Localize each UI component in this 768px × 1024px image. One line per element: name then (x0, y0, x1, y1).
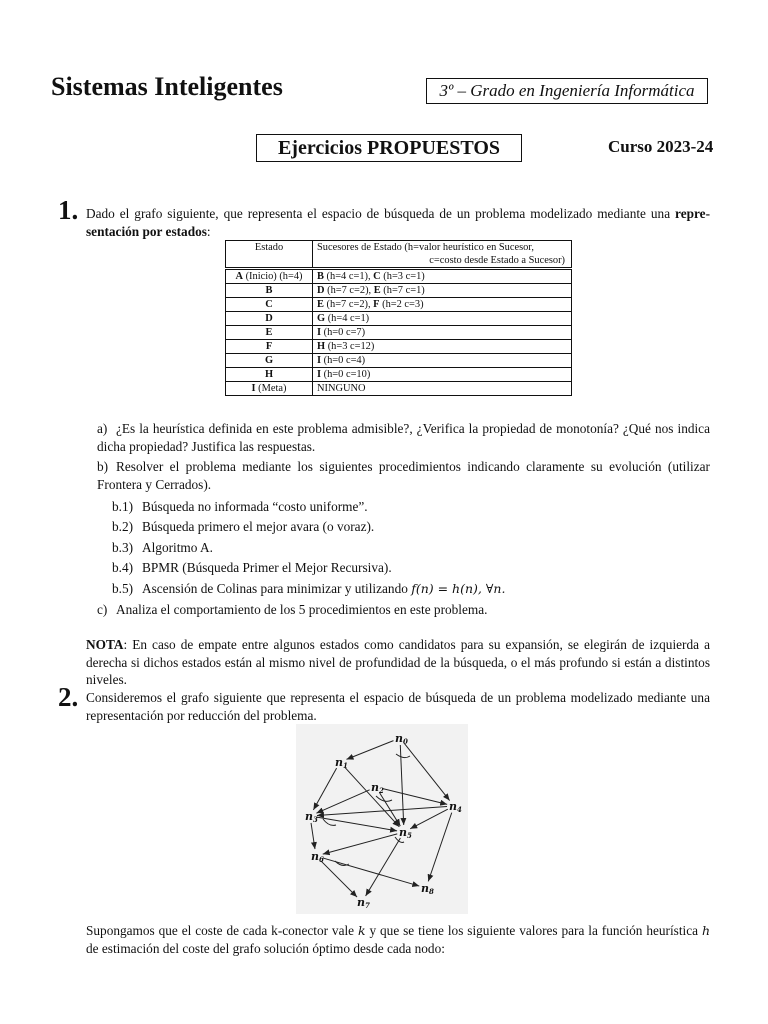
state-cell (226, 298, 313, 312)
states-table (225, 240, 572, 396)
table-row (226, 368, 572, 382)
q2-outro-k: k (357, 923, 366, 938)
successors-header-line2: c=costo desde Estado a Sucesor) (429, 255, 565, 266)
node-label: n (449, 800, 457, 813)
successor-state: I (317, 369, 322, 380)
q1-item-b-text: Resolver el problema mediante los siguientes procedimientos indicando claramente su evolución (utilizar Frontera y Cerrados). (97, 459, 710, 492)
q1-b3-label: b.3) (112, 540, 134, 555)
node-label: n (305, 810, 313, 823)
successor-detail: (h=0 c=7) (321, 327, 366, 338)
q1-b5-formula: f(n) = h(n), ∀n. (411, 581, 506, 596)
q1-b4-label: b.4) (112, 560, 134, 575)
successors-cell (313, 354, 572, 368)
q1-intro-text: Dado el grafo siguiente, que representa el espacio de búsqueda de un problema modelizado mediante una (86, 206, 676, 221)
q1-item-a (97, 420, 710, 456)
question-2-outro (86, 922, 710, 957)
state-name: A (235, 271, 243, 282)
successor-detail: (h=7 c=1) (380, 285, 425, 296)
q1-b4-text: BPMR (Búsqueda Primer el Mejor Recursiva). (142, 560, 392, 575)
state-cell (226, 312, 313, 326)
node-subscript: 8 (429, 887, 434, 896)
q1-b3-text: Algoritmo A. (142, 540, 213, 555)
successor-state: E (373, 285, 381, 296)
successors-cell (313, 269, 572, 284)
successor-detail: (h=0 c=4) (321, 355, 366, 366)
node-subscript: 7 (365, 901, 370, 910)
q1-b2 (112, 518, 374, 536)
state-name: I (251, 383, 256, 394)
q1-b1 (112, 498, 368, 516)
q1-intro-bold: repre-sentación por estados (86, 206, 710, 239)
successors-cell (313, 298, 572, 312)
q1-b2-text: Búsqueda primero el mejor avara (o voraz). (142, 519, 375, 534)
successor-detail: (h=4 c=1), (323, 271, 374, 282)
state-column-header: Estado (226, 241, 313, 269)
state-name: G (264, 355, 274, 366)
node-label: n (395, 732, 403, 745)
node-label: n (399, 826, 407, 839)
successor-detail: NINGUNO (317, 383, 366, 394)
state-cell (226, 269, 313, 284)
successor-detail: (h=3 c=1) (380, 271, 425, 282)
successors-cell (313, 284, 572, 298)
successors-cell (313, 368, 572, 382)
successor-detail: (h=4 c=1) (325, 313, 370, 324)
table-row (226, 298, 572, 312)
successor-state: C (373, 271, 381, 282)
q1-item-a-text: ¿Es la heurística definida en este problema admisible?, ¿Verifica la propiedad de monotonía? ¿Qué nos indica dicha propiedad? Justifica las respuestas. (97, 421, 710, 454)
state-name: H (264, 369, 274, 380)
q1-item-c-label: c) (97, 602, 108, 617)
state-name: D (265, 313, 273, 324)
q1-b5-text: Ascensión de Colinas para minimizar y utilizando (142, 581, 412, 596)
node-label: n (335, 756, 343, 769)
table-header-row (226, 241, 572, 269)
successor-detail: (h=0 c=10) (321, 369, 371, 380)
state-cell (226, 340, 313, 354)
state-cell (226, 354, 313, 368)
states-table-body (226, 269, 572, 396)
question-1-intro (86, 205, 710, 240)
q1-note (86, 636, 710, 689)
table-row (226, 382, 572, 396)
successor-state: D (317, 285, 325, 296)
node-label: n (421, 882, 429, 895)
table-row (226, 312, 572, 326)
q1-b5 (112, 580, 505, 598)
state-name: B (265, 285, 273, 296)
successor-detail: (h=7 c=2), (324, 285, 374, 296)
q1-note-text: : En caso de empate entre algunos estados como candidatos para su expansión, se elegirán de izquierda a derecha si dichos estados están al mismo nivel de profundidad de la búsqueda, o el más profundo si están a distintos niveles. (86, 637, 710, 687)
state-cell (226, 368, 313, 382)
node-subscript: 4 (457, 805, 462, 814)
state-cell (226, 284, 313, 298)
state-name: F (265, 341, 273, 352)
state-cell (226, 382, 313, 396)
q1-b1-text: Búsqueda no informada “costo uniforme”. (142, 499, 368, 514)
node-subscript: 6 (319, 855, 324, 864)
successor-state: F (373, 299, 380, 310)
node-subscript: 2 (379, 786, 384, 795)
state-note: (Inicio) (h=4) (242, 271, 303, 282)
q1-item-b-label: b) (97, 459, 109, 474)
table-row (226, 326, 572, 340)
successors-cell (313, 382, 572, 396)
q1-b3 (112, 539, 213, 557)
node-label: n (311, 850, 319, 863)
exercises-title: Ejercicios PROPUESTOS (256, 134, 522, 162)
successors-column-header (313, 241, 572, 269)
successors-cell (313, 312, 572, 326)
node-subscript: 5 (407, 831, 412, 840)
q1-b1-label: b.1) (112, 499, 134, 514)
q1-item-b (97, 458, 710, 494)
successor-state: H (317, 341, 326, 352)
successor-detail: (h=3 c=12) (325, 341, 375, 352)
q1-b4 (112, 559, 392, 577)
and-or-graph (296, 724, 468, 914)
degree-box: 3º – Grado en Ingeniería Informática (426, 78, 708, 104)
q1-note-label: NOTA (86, 637, 124, 652)
state-cell (226, 326, 313, 340)
q1-item-a-label: a) (97, 421, 108, 436)
question-2-number: 2. (58, 682, 79, 712)
successor-state: I (317, 327, 322, 338)
successor-state: E (317, 299, 324, 310)
state-note: (Meta) (255, 383, 287, 394)
q2-outro-h: h (701, 923, 710, 938)
question-2-intro: Consideremos el grafo siguiente que representa el espacio de búsqueda de un problema modelizado mediante una representación por reducción del problema. (86, 690, 710, 723)
successor-detail: (h=7 c=2), (323, 299, 374, 310)
q2-outro-2: y que se tiene los siguiente valores para la función heurística (365, 923, 702, 938)
course-title: Sistemas Inteligentes (51, 72, 283, 101)
table-row (226, 340, 572, 354)
q1-item-c (97, 601, 710, 619)
q2-outro-1: Supongamos que el coste de cada k-conector vale (86, 923, 358, 938)
successor-state: B (317, 271, 324, 282)
table-row (226, 284, 572, 298)
node-subscript: 0 (403, 737, 408, 746)
q1-b5-label: b.5) (112, 581, 134, 596)
node-label: n (357, 896, 365, 909)
academic-year: Curso 2023-24 (608, 137, 714, 156)
node-subscript: 1 (343, 761, 348, 770)
successors-cell (313, 340, 572, 354)
node-label: n (371, 781, 379, 794)
state-name: E (265, 327, 273, 338)
q1-b2-label: b.2) (112, 519, 134, 534)
question-1-number: 1. (58, 195, 79, 225)
successor-detail: (h=2 c=3) (379, 299, 424, 310)
successor-state: G (317, 313, 326, 324)
state-name: C (265, 299, 273, 310)
successor-state: I (317, 355, 322, 366)
q1-intro-end: : (206, 223, 211, 239)
q2-outro-3: de estimación del coste del grafo solución óptimo desde cada nodo: (86, 940, 445, 956)
table-row (226, 269, 572, 284)
successors-cell (313, 326, 572, 340)
q1-item-c-text: Analiza el comportamiento de los 5 procedimientos en este problema. (116, 602, 488, 617)
successors-header-line1: Sucesores de Estado (h=valor heurístico en Sucesor, (317, 242, 534, 253)
table-row (226, 354, 572, 368)
node-subscript: 3 (313, 815, 318, 824)
